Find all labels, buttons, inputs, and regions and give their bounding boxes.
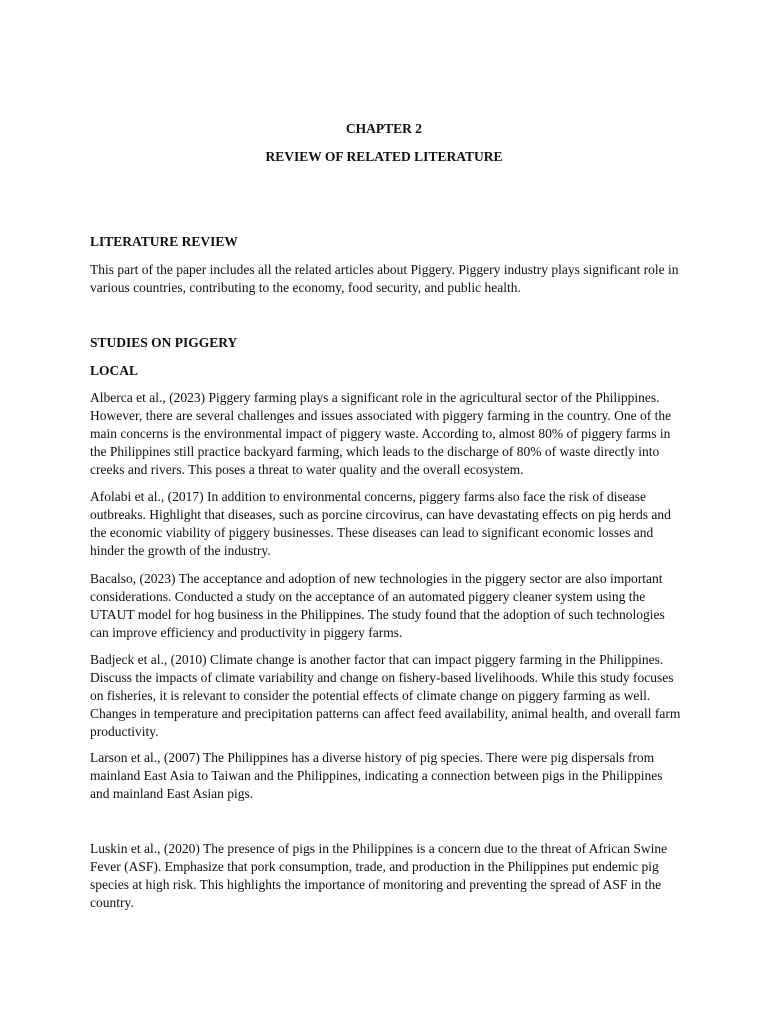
study-paragraph-alberca: Alberca et al., (2023) Piggery farming plays a significant role in the agricultural sector of the Philippines. However, there are several challenges and issues associated with piggery farming in the country. One of the main concerns is the environmental impact of piggery waste. According to, almost 80% of piggery farms in the Philippines still practice backyard farming, which leads to the discharge of 80% of waste directly into creeks and rivers. This poses a threat to water quality and the overall ecosystem. <box>90 390 672 477</box>
study-paragraph-bacalso: Bacalso, (2023) The acceptance and adoption of new technologies in the piggery sector are also important considerations. Conducted a study on the acceptance of an automated piggery cleaner system using the UTAUT model for hog business in the Philippines. The study found that the adoption of such technologies can improve efficiency and productivity in piggery farms. <box>90 571 665 640</box>
studies-on-piggery-heading: STUDIES ON PIGGERY <box>90 335 238 350</box>
study-paragraph-afolabi: Afolabi et al., (2017) In addition to environmental concerns, piggery farms also face the risk of disease outbreaks. Highlight that diseases, such as porcine circovirus, can have devastating effects on pig herds and the economic viability of piggery businesses. These diseases can lead to significant economic losses and hinder the growth of the industry. <box>90 489 671 558</box>
literature-review-paragraph: This part of the paper includes all the related articles about Piggery. Piggery industry plays significant role in various countries, contributing to the economy, food security, and public health. <box>90 262 679 295</box>
study-paragraph-larson: Larson et al., (2007) The Philippines has a diverse history of pig species. There were pig dispersals from mainland East Asia to Taiwan and the Philippines, indicating a connection between pigs in the Philippines and mainland East Asian pigs. <box>90 750 663 801</box>
chapter-title: REVIEW OF RELATED LITERATURE <box>265 149 503 164</box>
study-paragraph-badjeck: Badjeck et al., (2010) Climate change is another factor that can impact piggery farming in the Philippines. Discuss the impacts of climate variability and change on fishery-based livelihoods. While this study focuses on fisheries, it is relevant to consider the potential effects of climate change on piggery farming as well. Changes in temperature and precipitation patterns can affect feed availability, animal health, and overall farm productivity. <box>90 652 681 739</box>
study-paragraph-luskin: Luskin et al., (2020) The presence of pigs in the Philippines is a concern due to the threat of African Swine Fever (ASF). Emphasize that pork consumption, trade, and production in the Philippines put endemic pig species at high risk. This highlights the importance of monitoring and preventing the spread of ASF in the country. <box>90 841 668 910</box>
local-subheading: LOCAL <box>90 363 139 378</box>
literature-review-heading: LITERATURE REVIEW <box>90 234 238 249</box>
chapter-label: CHAPTER 2 <box>345 121 423 136</box>
